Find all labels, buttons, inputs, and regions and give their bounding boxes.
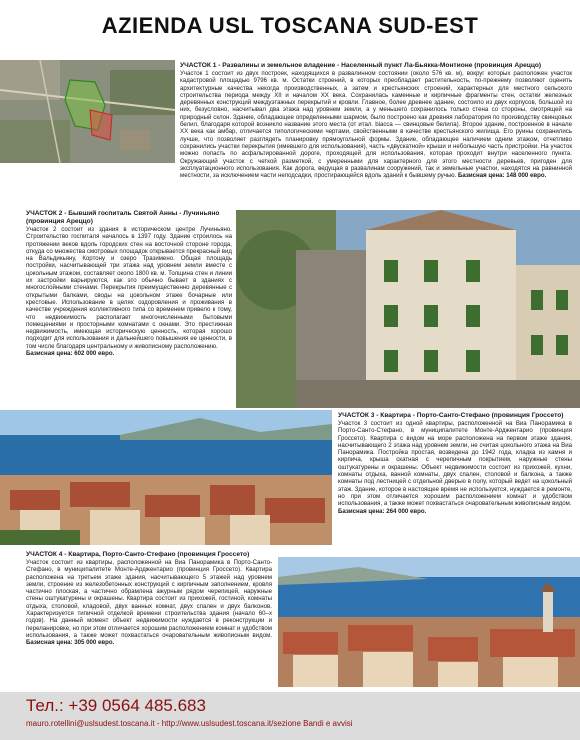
lot1-price: Базисная цена: 148 000 евро. xyxy=(458,172,547,180)
lot4-description: Участок состоит из квартиры, расположенной на Виа Панорамика в Порто-Санто-Стефано, в муниципалитете Монте-Арджентарио (провинция Гроссето). Квартира расположена на третьем этаже здания, насчитывающего 5 этажей над уровнем земли, строение из железобетонных конструкций с кирпичным заполнением, кровля частично плоская, а частично обрамлена ажурным рядом черепицей, наружные стены оштукатурены и окрашены. Квартира состоит из прихожей, гостиной, комнаты отдыха, столовой, кладовой, двух ванных комнат, двух спален и двух балконов. Характеризуется типичной отделкой времени строительства здания (начало 60–х годов). На данный момент объект недвижимости нуждается в реконструкции и переланировке, но при этом отличается хорошим расположением комнат и удобством использования, а также может похвастаться очаровательным живописным видом. xyxy=(26,559,272,639)
lot1-block xyxy=(180,62,572,179)
lot4-heading: УЧАСТОК 4 - Квартира, Порто-Санто-Стефано (провинция Гроссето) xyxy=(26,551,250,558)
lot4-block xyxy=(26,551,272,647)
lot2-description: Участок 2 состоит из здания в историческом центре Лучиньяно. Строительство госпиталя началось в 1397 году. Здание строилось на протяжении веков вдоль городских стен на восточной стороне города, откуда со множества смотровых площадок открывается прекрасный вид на Вальдикьяну, Кортону и озеро Тразимено. Общая площадь постройки, насчитывающей три этажа над уровнем земли вместе с цокольным этажом, составляет около 1800 кв. м. Толщина стен и линии их застройки варьируются, как это обычно бывает в зданиях с многослойными стенами. Перекрытия преимущественно деревянные с открытыми балками, своды на цокольном этаже бочарные или крестовые. Использование в целях оздоровления и проживания в качестве учреждения коллективного типа со временем привело к тому, что недвижимость располагает многочисленными бытовыми помещениями и просторными комнатами с окнами. Это престижная недвижимость, имеющая историческую ценность, которая хорошо подходит для использования и дальнейшего повышения ее ценности, в том числе благодаря центральному и живописному расположению. xyxy=(26,226,232,350)
lot3-block xyxy=(338,412,572,515)
harbour-view-image-2 xyxy=(278,557,580,687)
lot4-price: Базисная цена: 305 000 евро. xyxy=(26,639,115,647)
lot3-heading: УЧАСТОК 3 - Квартира - Порто-Санто-Стефано (провинция Гроссето) xyxy=(338,412,564,419)
lot1-description: Участок 1 состоит из двух построек, находящихся в развалинном состоянии (около 576 кв. м), вокруг которых расположен участок кадастровой площадью 9796 кв. м. Остатки строений, в которых преобладает растительность, по-прежнему позволяют оценить архитектурные качества некогда производственных, а затем и крестьянских строений, характерных для местного сельского строительства периода между XII и началом XX века. Сохранилась каменные и кирпичные фрагменты стен, остатки железных деревянных конструкций междуэтажных перекрытий и кровли. Главное, более древнее здание, состоило из двух корпусов, большой из них, безусловно, насчитывал два этажа над уровнем земли, а у меньшего сохранилось только стена со стороны, смотрящей на природный склон. Здание, обладающее определенными шармом, было построено как древняя лаборатория по производству свинцовых белил, благодаря которой возникло название этого места (от итал. biacca — свинцовые белила). Второе здание, построенное в начале XX века как амбар, отличается типологическими чертами, свойственными в качестве крестьянского жилища. Его руины сохранились лучше, что позволяет разглядеть планировку прямоугольной формы. Здание, обладающее наличием одним этажом, отчетливо сохранились участки перекрытия (имевшего для использования), часть «двускатной» крыши и небольшую часть пристройки. На участок можно попасть по асфальтированной дороге, проходящей для использования, которая проходит внутри населенного пункта. Окружающий участок с четкой разметкой, с умеренными для характерного для этого местности деревьев, пригоден для эксплуатационного использования. Как дорога, ведущая в развалинам сооружений, так и земельные участки, находятся на равнинной местности, за исключением части неподсадки, простирающейся вдоль зданий к бывшему ручью. xyxy=(180,70,572,180)
lot1-heading: УЧАСТОК 1 - Развалины и земельное владение - Населенный пункт Ла-Бьякка-Монтионе (провинция Ареццо) xyxy=(180,62,542,69)
lot2-price: Базисная цена: 602 000 евро. xyxy=(26,350,115,358)
harbour-view-image-1 xyxy=(0,410,332,545)
contact-email-and-website[interactable]: mauro.rotellini@uslsudest.toscana.it - http://www.uslsudest.toscana.it/sezione Bandi e avvisi xyxy=(26,719,353,728)
lot3-description: Участок 3 состоит из одной квартиры, расположенной на Виа Панорамика в Порто-Санто-Стефано, в муниципалитете Монте-Арджентарио (провинция Гроссето). Квартира с видом на море расположена на первом этаже здания, насчитывающего 2 этажа над уровнем земли, не считая цокольного этажа на Виа Панорамика. Постройка простая, возведена до 1942 года, кладка из камня и кирпича, крыша скатная с черепичным покрытием, наружные стены оштукатурены и окрашены. Объект недвижимости состоит из прихожей, кухни, комнаты отдыха, ванной комнаты, двух спален, столовой и балкона, а также комнаты под лестницей с отдельной дверью в полу, который ведет на цокольный этаж. Здание, которое в настоящее время не используется, нуждается в ремонте, но при этом отличается хорошим расположением комнат и удобством использования, а также может похвастаться очаровательным живописным видом. xyxy=(338,420,572,508)
lot2-block xyxy=(26,210,232,357)
hospital-building-image xyxy=(236,210,580,408)
aerial-map-image xyxy=(0,60,175,163)
contact-phone: Тел.: +39 0564 485.683 xyxy=(26,696,206,715)
lot2-heading: УЧАСТОК 2 - Бывший госпиталь Святой Анны - Лучиньяно (провинция Ареццо) xyxy=(26,210,220,225)
lot3-price: Базисная цена: 264 000 евро. xyxy=(338,507,427,515)
page-header xyxy=(0,0,580,52)
page-footer xyxy=(0,692,580,740)
page-title: AZIENDA USL TOSCANA SUD-EST xyxy=(101,13,479,38)
